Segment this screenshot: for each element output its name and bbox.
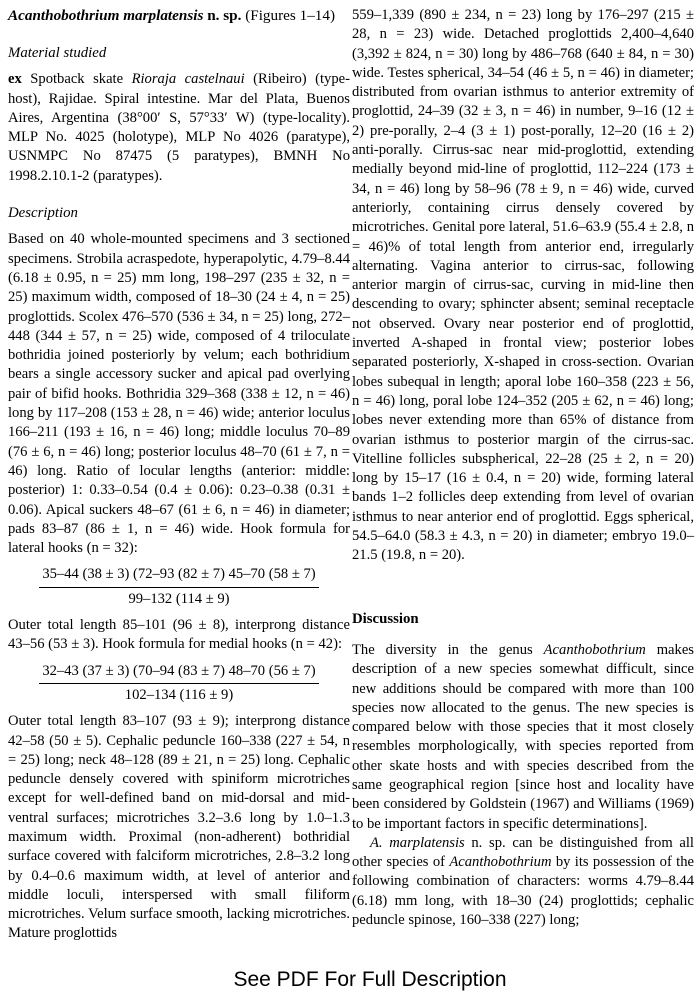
text-run: makes description of a new species somewhat difficult, since new additions should be compared with more than 100 species now allocated to the genus. The new species is compared below with those species that it most closely resembles morphologically, with species reported from other skate hosts and with species described from the same geographical region [since host and locality have been considered by Goldstein (1967) and Williams (1969) to be important factors in specific determinations]. (352, 641, 694, 832)
hook-formula (39, 662, 318, 706)
styled-text: ex (8, 71, 22, 88)
hook-formula-numerator: 32–43 (37 ± 3) (70–94 (83 ± 7) 48–70 (56 ± 7) (39, 662, 318, 684)
section-heading-discussion: Discussion (352, 610, 419, 627)
styled-text: Acanthobothrium (543, 641, 646, 658)
styled-text: n. sp. (203, 7, 246, 24)
hook-formula (39, 565, 318, 609)
paragraph (8, 70, 350, 186)
styled-text: Acanthobothrium marplatensis (8, 7, 204, 24)
text-run: by its possession of the following combination of characters: worms 4.79–8.44 (6.18) mm long, with 18–30 (24) proglottids; cephalic peduncle spinose, 160–338 (227) long; (352, 854, 695, 929)
text-run: Based on 40 whole-mounted specimens and 3 sectioned specimens. Strobila acraspedote, hyperapolytic, 4.79–8.44 (6.18 ± 0.95, n = 25) mm long, 198–297 (235 ± 32, n = 25) maximum width, composed of 18–30 (24 ± 4, n = 25) proglottids. Scolex 476–570 (536 ± 34, n = 25) long, 272–448 (344 ± 57, n = 25) wide, composed of 4 triloculate bothridia joined posteriorly by velum; each bothridium bears a single accessory sucker and apical pad overlying pair of bifid hooks. Bothridia 329–368 (338 ± 12, n = 46) long by 117–208 (153 ± 28, n = 46) wide; anterior loculus 166–211 (193 ± 16, n = 46) long; middle loculus 70–89 (76 ± 6, n = 46) long; posterior loculus 48–70 (61 ± 7, n = 46) long. Ratio of locular lengths (anterior: middle: posterior) 1: 0.33–0.54 (0.4 ± 0.06): 0.23–0.38 (0.31 ± 0.06). Apical suckers 48–67 (61 ± 6, n = 46) in diameter; pads 83–87 (86 ± 1, n = 46) wide. Hook formula for lateral hooks (n = 32): (8, 231, 350, 557)
section-heading-description: Description (8, 205, 78, 222)
hook-formula-denominator: 102–134 (116 ± 9) (124, 686, 234, 703)
paragraph (8, 230, 350, 558)
styled-text: Rioraja castelnaui (131, 71, 245, 88)
text-run: 559–1,339 (890 ± 234, n = 23) long by 176–297 (215 ± 28, n = 23) wide. Detached proglottids 2,400–4,640 (3,392 ± 824, n = 30) long by 486–768 (640 ± 84, n = 30) wide. Testes spherical, 34–54 (46 ± 5, n = 46) in diameter; distributed from ovarian isthmus to anterior extremity of proglottid, 24–39 (32 ± 3, n = 46) in number, 9–16 (12 ± 2) pre-porally, 2–4 (3 ± 1) post-porally, 12–20 (16 ± 2) anti-porally. Cirrus-sac near mid-proglottid, extending medially beyond mid-line of proglottid, 112–224 (173 ± 34, n = 46) long by 58–96 (78 ± 9, n = 46) wide, curved anteriorly, containing cirrus densely covered by microtriches. Genital pore lateral, 51.6–63.9 (55.4 ± 2.8, n = 46)% of total length from anterior end, irregularly alternating. Vagina anterior to cirrus-sac, following anterior margin of cirrus-sac, curving in mid-line then descending to ovary; sphincter absent; seminal receptacle not observed. Ovary near posterior end of proglottid, inverted A-shaped in frontal view; posterior lobes separated posteriorly, X-shaped in cross-section. Ovarian lobes subequal in length; aporal lobe 160–358 (223 ± 56, n = 46) long, poral lobe 124–352 (205 ± 62, n = 46) long; lobes never extending more than 65% of distance from ovarian isthmus to posterior margin of the cirrus-sac. Vitelline follicles subspherical, 22–28 (25 ± 2, n = 20) long by 15–17 (16 ± 0.4, n = 20) wide, forming lateral bands 1–2 follicles deep extending from level of ovarian isthmus to near anterior end of proglottid. Eggs spherical, 54.5–64.0 (58.3 ± 4.3, n = 20) in diameter; embryo 19.0–21.5 (19.8, n = 20). (352, 7, 694, 564)
text-run: Spotback skate (21, 71, 132, 88)
text-run: (Ribeiro) (type-host), Rajidae. Spiral intestine. Mar del Plata, Buenos Aires, Argentina (38°00′ S, 57°33′ W) (type-locality). MLP No. 4025 (holotype), MLP No 4026 (paratype), USNMPC No 87475 (5 paratypes), BMNH No 1998.2.10.1-2 (paratypes). (8, 71, 350, 184)
hook-formula-denominator: 99–132 (114 ± 9) (128, 590, 230, 607)
paragraph (352, 6, 694, 566)
paragraph (8, 616, 350, 655)
text-run: Outer total length 85–101 (96 ± 8), interprong distance 43–56 (53 ± 3). Hook formula for medial hooks (n = 42): (8, 617, 350, 653)
section-heading-material-studied: Material studied (8, 45, 107, 61)
left-column (8, 6, 350, 944)
text-run: n. sp. can be distinguished from all other species of (352, 834, 694, 871)
styled-text: A. marplatensis (370, 834, 465, 851)
paragraph (352, 834, 694, 930)
paragraph (8, 712, 350, 944)
text-run: The diversity in the genus (352, 641, 544, 658)
text-run: (Figures 1–14) (245, 7, 336, 24)
article-title (8, 6, 350, 26)
text-run: Outer total length 83–107 (93 ± 9); interprong distance 42–58 (50 ± 5). Cephalic peduncle 160–338 (227 ± 54, n = 25) long; neck 48–128 (89 ± 21, n = 25) long. Cephalic peduncle densely covered with spiniform microtriches except for well-defined band on mid-dorsal and mid-ventral surfaces; microtriches 3.2–3.6 long by 1.0–1.3 maximum width. Proximal (non-adherent) bothridial surface covered with falciform microtriches, 2.8–3.2 long by 0.4–0.6 maximum width, at level of anterior and middle loculi, interspersed with small filiform microtriches. Velum surface smooth, lacking microtriches. Mature proglottids (8, 713, 350, 942)
hook-formula-numerator: 35–44 (38 ± 3) (72–93 (82 ± 7) 45–70 (58 ± 7) (39, 565, 318, 587)
right-column (352, 6, 694, 930)
see-pdf-footer-note: See PDF For Full Description (233, 968, 507, 991)
paragraph (352, 641, 694, 834)
styled-text: Acanthobothrium (449, 854, 552, 871)
